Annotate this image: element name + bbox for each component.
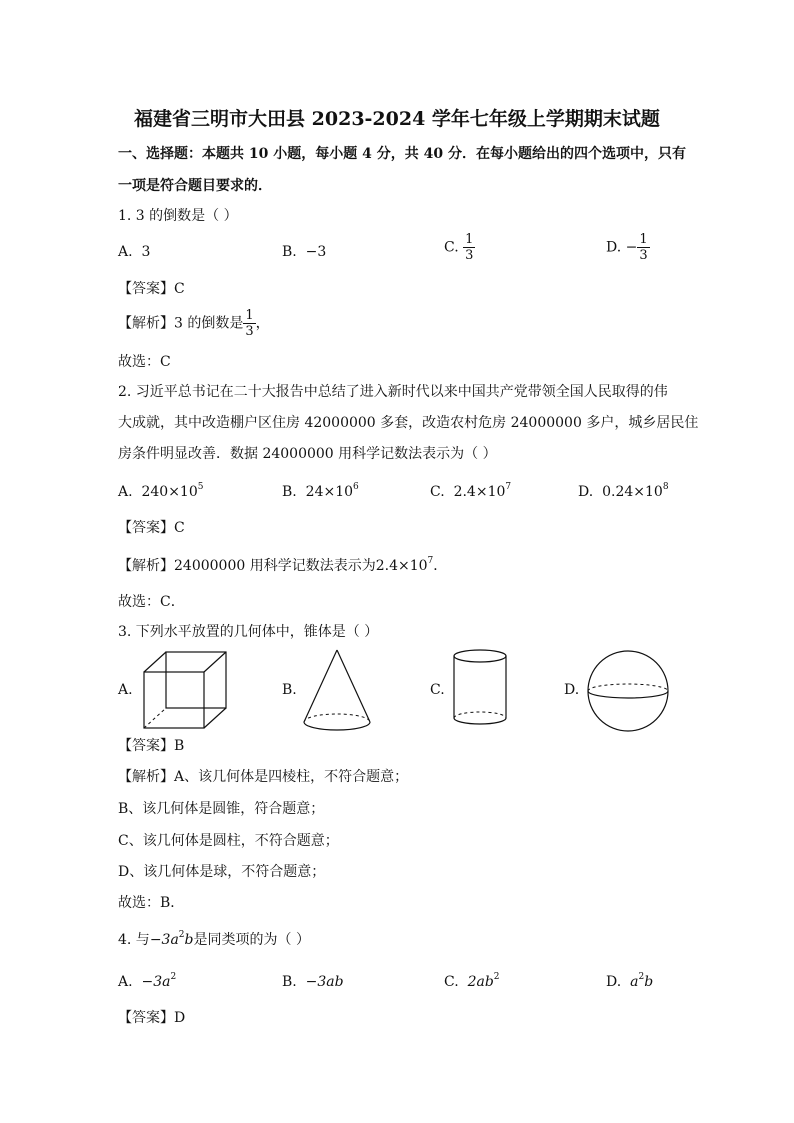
minus-sign: − <box>625 239 638 256</box>
q4-option-b <box>282 972 344 992</box>
q4-option-c <box>444 972 500 994</box>
q2-stem-line2: 大成就，其中改造棚户区住房 42000000 多套，改造农村危房 24000000 多户，城乡居民住 <box>118 415 699 431</box>
option-value-tail: b <box>644 974 654 990</box>
option-label: A. <box>118 244 133 260</box>
q2-analysis <box>118 556 447 578</box>
q3-analysis-line3: C、该几何体是圆柱，不符合题意； <box>118 833 339 849</box>
exponent: 2 <box>638 972 645 982</box>
option-label: B. <box>282 484 297 500</box>
q3-analysis-line1: 【解析】A、该几何体是四棱柱，不符合题意； <box>118 769 409 785</box>
numerator: 1 <box>465 232 474 247</box>
q1-stem: 1. 3 的倒数是（ ） <box>118 208 238 224</box>
exponent: 2 <box>170 972 177 982</box>
exponent: 2 <box>178 930 185 940</box>
q4-option-a <box>118 972 176 994</box>
q3-option-b-label: B. <box>282 682 297 698</box>
exponent: 6 <box>353 482 359 492</box>
analysis-punct: ． <box>433 558 448 574</box>
q3-stem: 3. 下列水平放置的几何体中，锥体是（ ） <box>118 624 379 640</box>
option-value: a <box>630 974 639 990</box>
q2-stem-line3: 房条件明显改善．数据 24000000 用科学记数法表示为（ ） <box>118 446 497 462</box>
stem-text: 是同类项的为（ ） <box>193 932 310 948</box>
q2-stem-line1: 2. 习近平总书记在二十大报告中总结了进入新时代以来中国共产党带领全国人民取得的伟 <box>118 384 668 400</box>
q4-option-d <box>606 972 653 994</box>
cube-figure <box>142 650 228 730</box>
q3-choose: 故选：B． <box>118 895 185 911</box>
analysis-value: 2.4×10 <box>375 558 428 574</box>
q2-answer: 【答案】C <box>118 520 185 536</box>
option-label: B. <box>282 974 297 990</box>
option-value: 3 <box>141 244 151 260</box>
option-value: −3a <box>141 974 171 990</box>
option-value: 24×10 <box>305 484 354 500</box>
stem-text: 4. 与 <box>118 932 150 948</box>
analysis-text: 【解析】24000000 用科学记数法表示为 <box>118 558 376 574</box>
option-label: D. <box>606 239 622 256</box>
exponent: 5 <box>197 482 204 492</box>
exponent: 7 <box>427 556 434 566</box>
option-label: C. <box>444 239 459 256</box>
cone-figure <box>302 648 372 732</box>
option-value: 2.4×10 <box>453 484 506 500</box>
q3-analysis-line2: B、该几何体是圆锥，符合题意； <box>118 801 325 817</box>
stem-expression: −3a <box>149 932 179 948</box>
analysis-punct: ， <box>255 315 270 332</box>
q3-answer: 【答案】B <box>118 738 185 754</box>
sphere-figure <box>586 650 670 732</box>
denominator: 3 <box>245 324 254 339</box>
q1-choose: 故选：C <box>118 354 171 370</box>
option-value: 240×10 <box>141 484 198 500</box>
fraction <box>463 232 475 263</box>
q1-answer: 【答案】C <box>118 281 185 297</box>
numerator: 1 <box>639 232 648 247</box>
option-label: B. <box>282 244 297 260</box>
option-label: A. <box>118 974 133 990</box>
q1-option-b <box>282 242 326 262</box>
option-label: D. <box>578 484 594 500</box>
stem-expression-tail: b <box>184 932 194 948</box>
exponent: 7 <box>505 482 512 492</box>
q3-option-a-label: A. <box>118 682 133 698</box>
q4-answer: 【答案】D <box>118 1010 186 1026</box>
fraction <box>243 308 255 339</box>
fraction <box>637 232 649 263</box>
q4-stem <box>118 930 310 952</box>
q3-option-c-label: C. <box>430 682 445 698</box>
option-label: C. <box>430 484 445 500</box>
q3-analysis-line4: D、该几何体是球，不符合题意； <box>118 864 326 880</box>
option-label: A. <box>118 484 133 500</box>
exponent: 2 <box>493 972 500 982</box>
exponent: 8 <box>662 482 669 492</box>
denominator: 3 <box>465 248 474 263</box>
analysis-text: 【解析】3 的倒数是 <box>118 315 244 332</box>
option-value: 2ab <box>467 974 494 990</box>
option-value: 0.24×10 <box>602 484 663 500</box>
page-title: 福建省三明市大田县 2023-2024 学年七年级上学期期末试题 <box>134 108 660 130</box>
q2-option-d <box>578 482 669 504</box>
section-heading-line2: 一项是符合题目要求的． <box>118 178 272 194</box>
q2-option-c <box>430 482 511 504</box>
section-heading-line1: 一、选择题：本题共 10 小题，每小题 4 分，共 40 分．在每小题给出的四个选项中，只有 <box>118 146 686 162</box>
q1-option-d <box>606 232 650 263</box>
q2-choose: 故选：C． <box>118 594 185 610</box>
denominator: 3 <box>639 248 648 263</box>
numerator: 1 <box>245 308 254 323</box>
option-value: −3ab <box>305 974 344 990</box>
q1-analysis <box>118 308 270 339</box>
option-label: C. <box>444 974 459 990</box>
q3-option-d-label: D. <box>564 682 580 698</box>
q1-option-a <box>118 242 150 262</box>
q1-option-c <box>444 232 475 263</box>
q2-option-a <box>118 482 203 504</box>
q2-option-b <box>282 482 359 504</box>
option-label: D. <box>606 974 622 990</box>
option-value: −3 <box>305 244 327 260</box>
cylinder-figure <box>452 648 508 728</box>
